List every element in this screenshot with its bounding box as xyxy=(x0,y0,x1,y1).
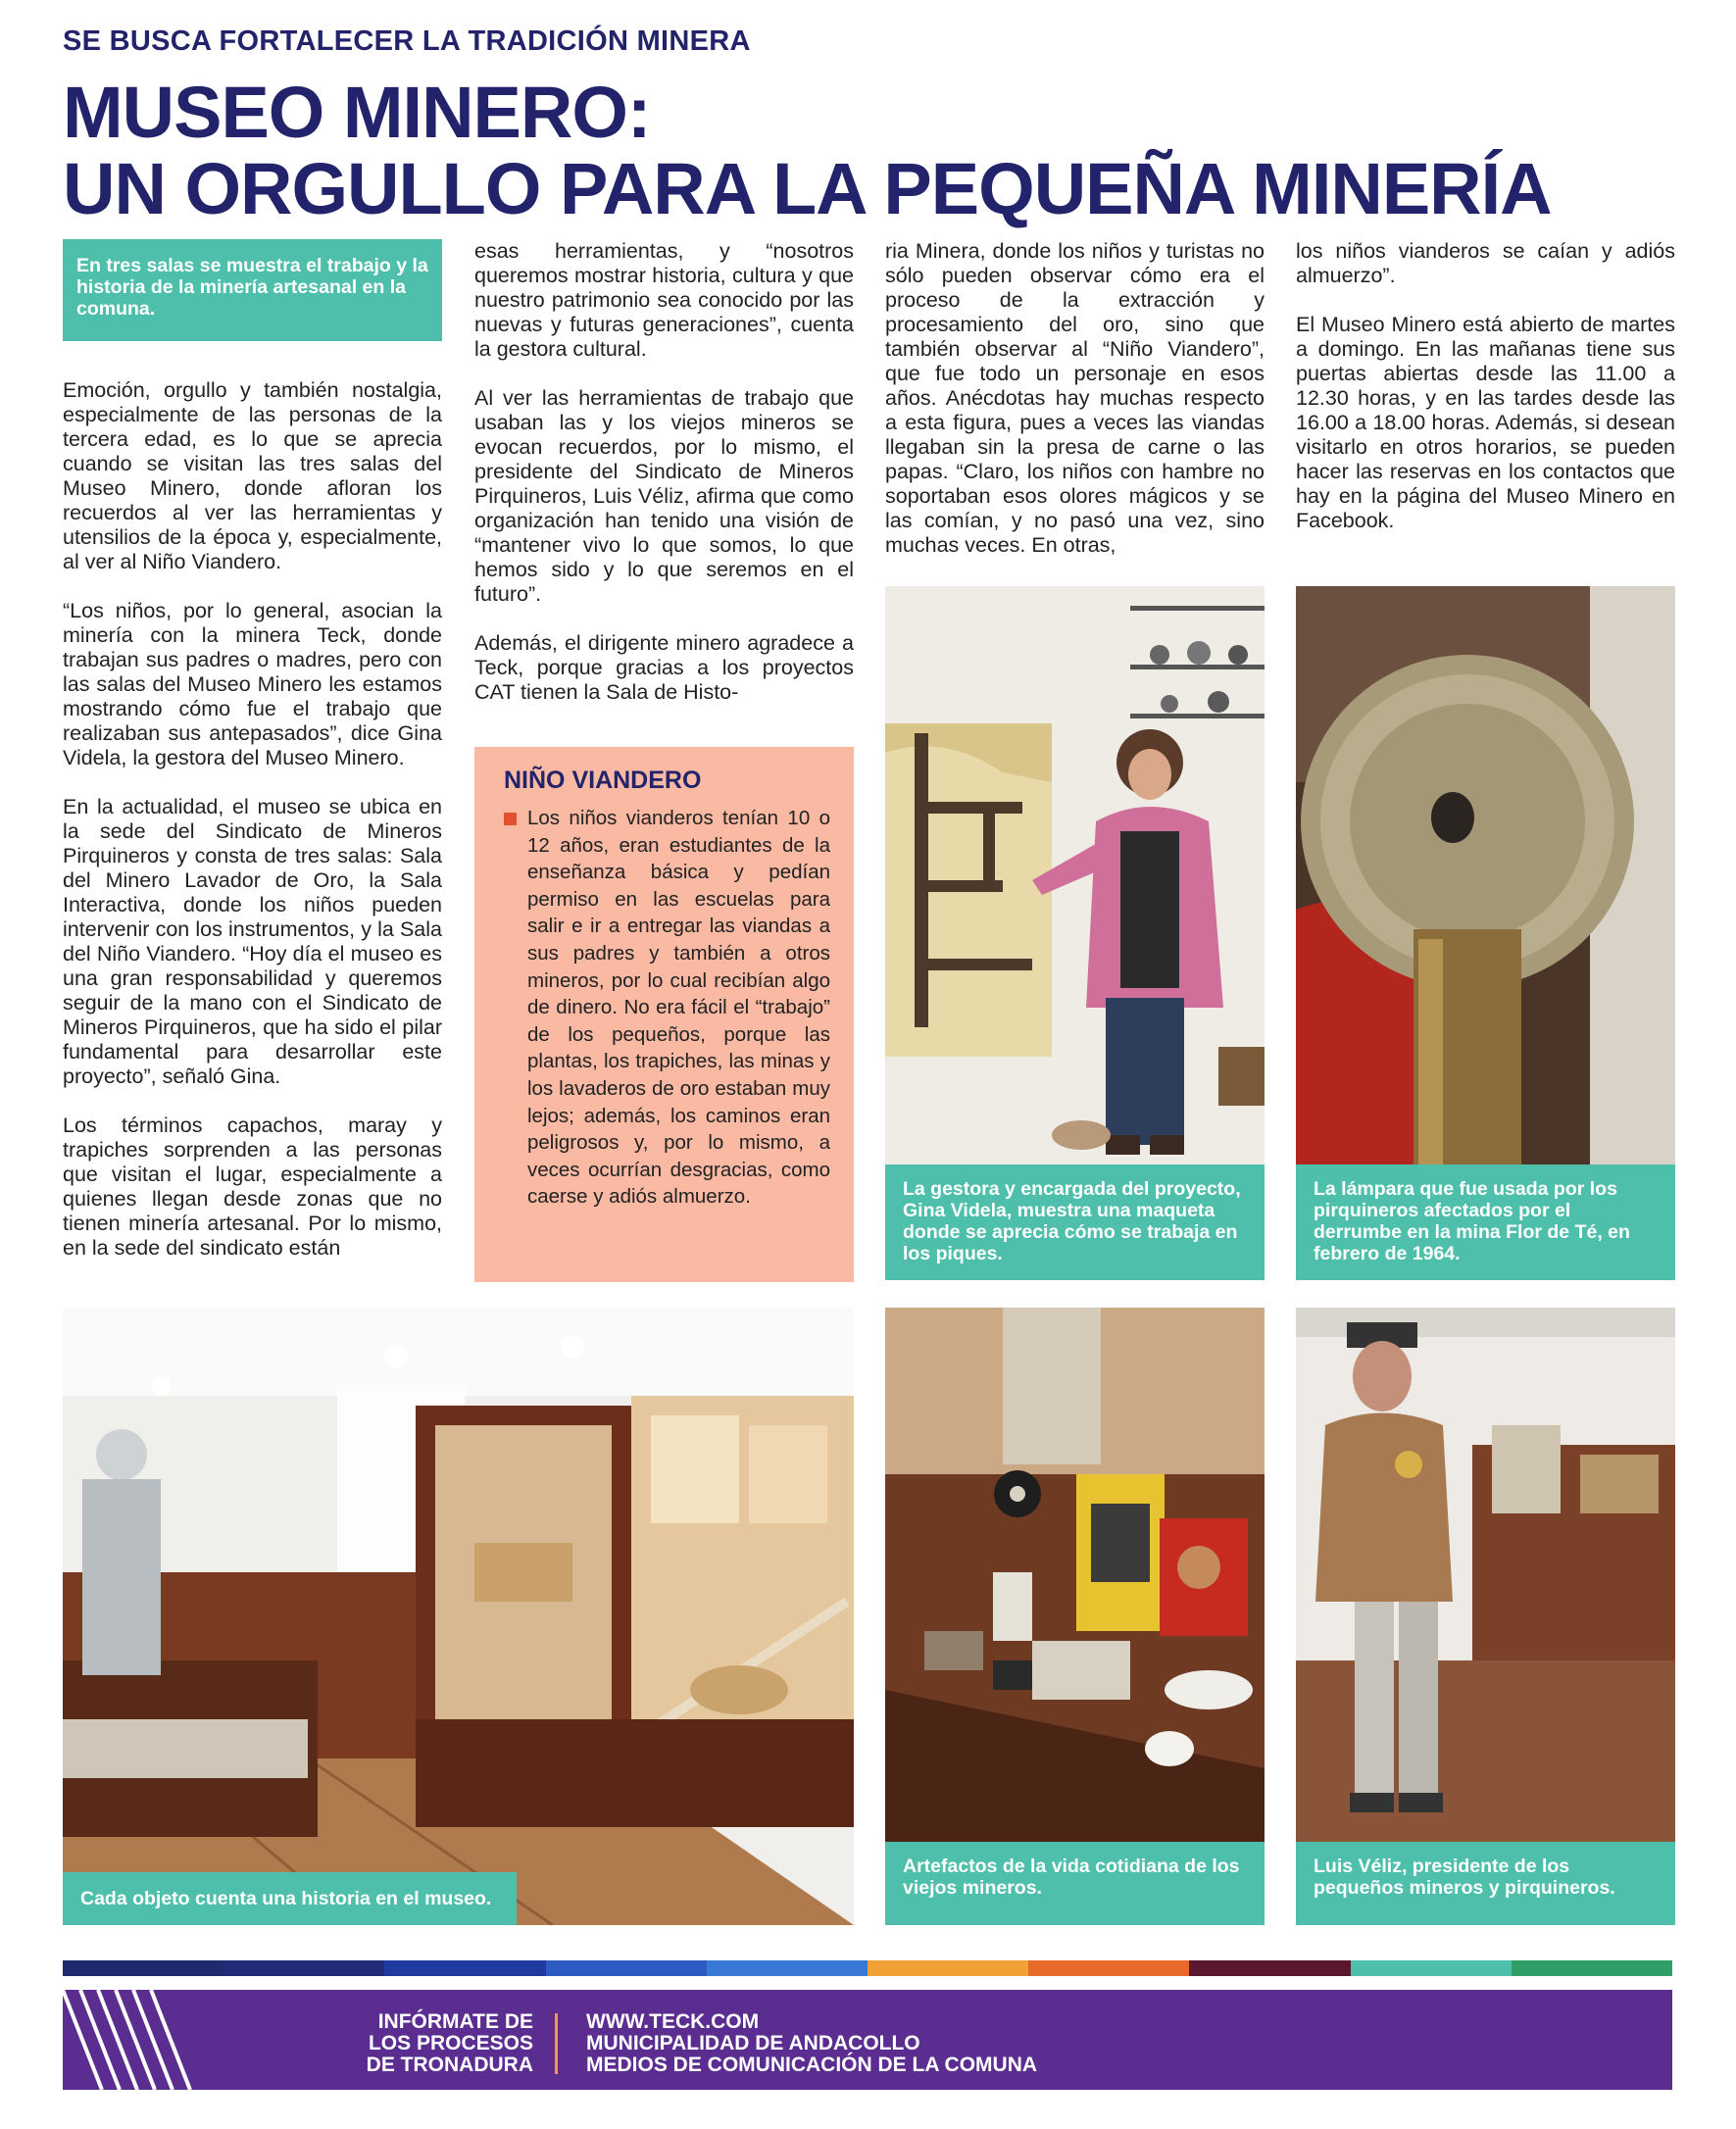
footer-left-line: DE TRONADURA xyxy=(366,2054,533,2076)
sidebar-title: NIÑO VIANDERO xyxy=(504,767,702,794)
section-kicker: SE BUSCA FORTALECER LA TRADICIÓN MINERA xyxy=(63,25,751,57)
footer-contacts xyxy=(586,2011,1037,2076)
footer-separator xyxy=(555,2013,558,2074)
title-line-1: MUSEO MINERO: xyxy=(63,72,651,153)
caption-lampara: La lámpara que fue usada por los pirquineros afectados por el derrumbe en la mina Flor de Té, en febrero de 1964. xyxy=(1296,1164,1675,1280)
caption-gestora: La gestora y encargada del proyecto, Gina Videla, muestra una maqueta donde se aprecia cómo se trabaja en los piques. xyxy=(885,1164,1265,1280)
paragraph: Emoción, orgullo y también nostalgia, especialmente de las personas de la tercera edad, es lo que se aprecia cuando se visitan las tres salas del Museo Minero, donde afloran los recuerdos al ver las herramientas y utensilios de la época y, especialmente, al ver al Niño Viandero. xyxy=(63,378,442,573)
footer-left-line: LOS PROCESOS xyxy=(368,2032,533,2055)
article-column-3 xyxy=(885,239,1265,582)
article-column-1 xyxy=(63,378,442,1285)
sidebar-body xyxy=(504,805,830,1211)
photo-lampara xyxy=(1296,586,1675,1164)
paragraph: El Museo Minero está abierto de martes a domingo. En las mañanas tiene sus puertas abiertas desde las 11.00 a 12.30 horas, y en las tardes desde las 16.00 a 18.00 horas. Además, si desean visitarlo en otros horarios, se pueden hacer las reservas en los contactos que hay en la página del Museo Minero en Facebook. xyxy=(1296,313,1675,532)
color-stripe-bar xyxy=(63,1960,1672,1976)
paragraph: ria Minera, donde los niños y turistas no sólo pueden observar cómo era el proceso de la extracción y procesamiento del oro, sino que también observar al “Niño Viandero”, que fue todo un personaje en esos años. Anécdotas hay muchas respecto a esta figura, pues a veces las viandas llegaban sin la presa de carne o las papas. “Claro, los niños con hambre no soportaban esos olores mágicos y se las comían, y no pasó una vez, sino muchas veces. En otras, xyxy=(885,239,1265,557)
paragraph: Al ver las herramientas de trabajo que usaban las y los viejos mineros se evocan recuerdos, por lo mismo, el presidente del Sindicato de Mineros Pirquineros, Luis Véliz, afirma que como organización han tenido una visión de “mantener vivo lo que somos, lo que hemos sido y lo que seremos en el futuro”. xyxy=(474,386,854,606)
footer-band xyxy=(63,1990,1672,2090)
photo-artefactos xyxy=(885,1308,1265,1842)
footer-left-line: INFÓRMATE DE xyxy=(377,2010,533,2033)
paragraph: En la actualidad, el museo se ubica en la sede del Sindicato de Mineros Pirquineros y consta de tres salas: Sala del Minero Lavador de Oro, la Sala Interactiva, donde los niños pueden intervenir con los instrumentos, y la Sala del Niño Viandero. “Hoy día el museo es una gran responsabilidad y queremos seguir de la mano con el Sindicato de Mineros Pirquineros, que ha sido el pilar fundamental para desarrollar este proyecto”, señaló Gina. xyxy=(63,795,442,1088)
footer-municipality: MUNICIPALIDAD DE ANDACOLLO xyxy=(586,2032,920,2055)
caption-veliz: Luis Véliz, presidente de los pequeños mineros y pirquineros. xyxy=(1296,1842,1675,1925)
footer-tronadura xyxy=(288,2011,533,2076)
paragraph: Los términos capachos, maray y trapiches sorprenden a las personas que visitan el lugar, especialmente a quienes llegan desde zonas que no tienen minería artesanal. Por lo mismo, en la sede del sindicato están xyxy=(63,1114,442,1260)
photo-gestora-maqueta xyxy=(885,586,1265,1164)
page-title xyxy=(63,74,1690,227)
lead-box: En tres salas se muestra el trabajo y la historia de la minería artesanal en la comuna. xyxy=(63,239,442,341)
title-line-2: UN ORGULLO PARA LA PEQUEÑA MINERÍA xyxy=(63,148,1552,229)
paragraph: los niños vianderos se caían y adiós almuerzo”. xyxy=(1296,239,1675,287)
caption-museo: Cada objeto cuenta una historia en el museo. xyxy=(63,1872,517,1925)
sidebar-text: Los niños vianderos tenían 10 o 12 años, eran estudiantes de la enseñanza básica y pedían permiso en las escuelas para salir e ir a entregar las viandas a sus padres y también a otros mineros, por lo cual recibían algo de dinero. No era fácil el “trabajo” de los pequeños, porque las plantas, los trapiches, las minas y los lavaderos de oro estaban muy lejos; además, los caminos eran peligrosos y, por lo mismo, a veces ocurrían desgracias, como caerse y adiós almuerzo. xyxy=(527,807,830,1209)
bullet-square-icon xyxy=(504,813,517,825)
diagonal-lines-decoration xyxy=(63,1990,249,2090)
paragraph: “Los niños, por lo general, asocian la minería con la minera Teck, donde trabajan sus padres o madres, pero con las salas del Museo Minero les estamos mostrando cómo fue el trabajo que realizaban sus antepasados”, dice Gina Videla, la gestora del Museo Minero. xyxy=(63,599,442,769)
article-column-2 xyxy=(474,239,854,729)
sidebar-nino-viandero xyxy=(474,747,854,1282)
caption-artefactos: Artefactos de la vida cotidiana de los viejos mineros. xyxy=(885,1842,1265,1925)
photo-sala-museo xyxy=(63,1308,854,1925)
paragraph: esas herramientas, y “nosotros queremos mostrar historia, cultura y que nuestro patrimonio sea conocido por las nuevas y futuras generaciones”, cuenta la gestora cultural. xyxy=(474,239,854,361)
article-column-4 xyxy=(1296,239,1675,558)
footer-website[interactable]: WWW.TECK.COM xyxy=(586,2010,760,2033)
footer-media: MEDIOS DE COMUNICACIÓN DE LA COMUNA xyxy=(586,2054,1038,2076)
photo-luis-veliz xyxy=(1296,1308,1675,1842)
paragraph: Además, el dirigente minero agradece a Teck, porque gracias a los proyectos CAT tienen la Sala de Histo- xyxy=(474,631,854,704)
